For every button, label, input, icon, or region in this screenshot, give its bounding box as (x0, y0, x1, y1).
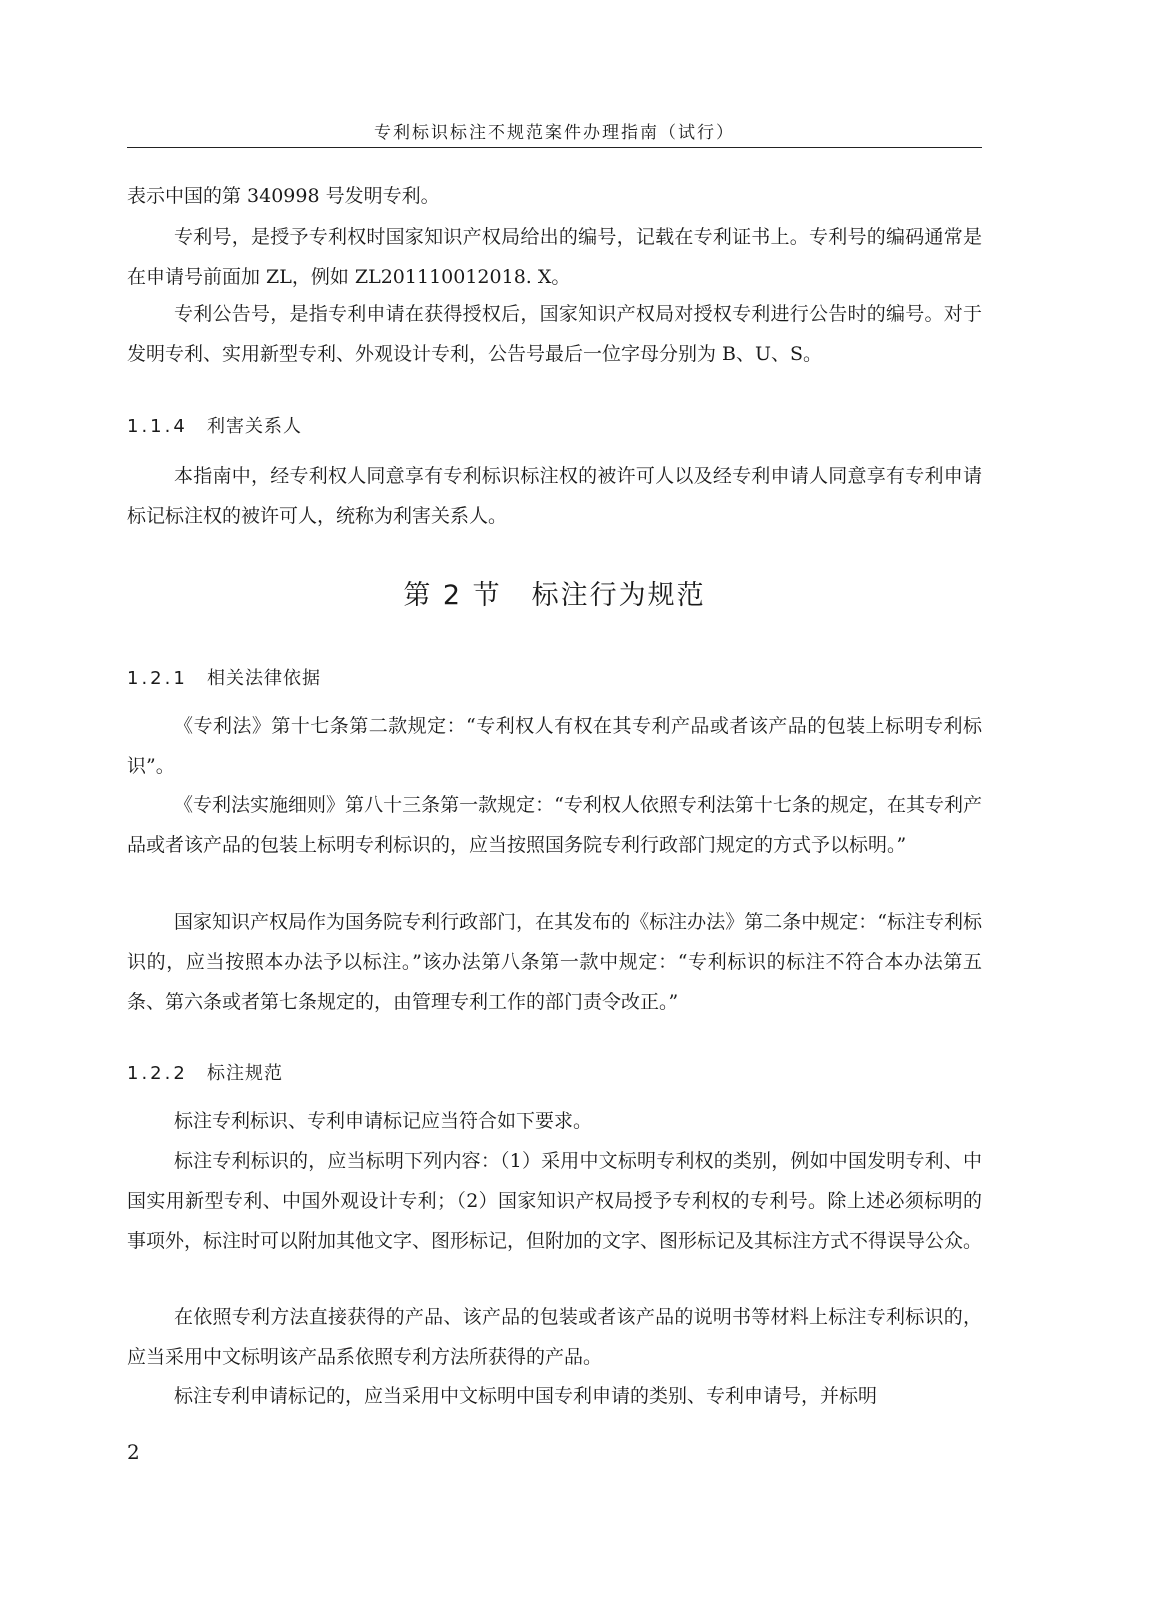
page-number: 2 (127, 1440, 140, 1464)
section-title: 标注行为规范 (531, 580, 706, 611)
paragraph: 本指南中，经专利权人同意享有专利标识标注权的被许可人以及经专利申请人同意享有专利申请标记标注权的被许可人，统称为利害关系人。 (127, 465, 982, 527)
paragraph: 在依照专利方法直接获得的产品、该产品的包装或者该产品的说明书等材料上标注专利标识的，应当采用中文标明该产品系依照专利方法所获得的产品。 (127, 1306, 982, 1368)
subsection-heading-1-2-2 (127, 1059, 283, 1085)
subsection-title: 利害关系人 (207, 416, 302, 437)
subsection-number: 1.2.1 (127, 668, 188, 689)
paragraph: 专利公告号，是指专利申请在获得授权后，国家知识产权局对授权专利进行公告时的编号。对于发明专利、实用新型专利、外观设计专利，公告号最后一位字母分别为 B、U、S。 (127, 303, 982, 365)
section-heading (127, 573, 982, 612)
paragraph: 专利号，是授予专利权时国家知识产权局给出的编号，记载在专利证书上。专利号的编码通常是在申请号前面加 ZL，例如 ZL201110012018. X。 (127, 226, 982, 288)
paragraph: 标注专利申请标记的，应当采用中文标明中国专利申请的类别、专利申请号，并标明 (174, 1385, 878, 1407)
subsection-number: 1.1.4 (127, 416, 188, 437)
header-rule (127, 147, 982, 148)
paragraph: 表示中国的第 340998 号发明专利。 (127, 185, 440, 207)
running-header: 专利标识标注不规范案件办理指南（试行） (374, 123, 735, 143)
subsection-number: 1.2.2 (127, 1063, 188, 1084)
paragraph: 国家知识产权局作为国务院专利行政部门，在其发布的《标注办法》第二条中规定：“标注专利标识的，应当按照本办法予以标注。”该办法第八条第一款中规定：“专利标识的标注不符合本办法第五条、第六条或者第七条规定的，由管理专利工作的部门责令改正。” (127, 911, 982, 1013)
paragraph: 《专利法实施细则》第八十三条第一款规定：“专利权人依照专利法第十七条的规定，在其专利产品或者该产品的包装上标明专利标识的，应当按照国务院专利行政部门规定的方式予以标明。” (127, 794, 982, 856)
subsection-title: 标注规范 (207, 1063, 283, 1084)
subsection-heading-1-2-1 (127, 664, 321, 690)
section-number: 第 2 节 (403, 580, 502, 611)
paragraph: 标注专利标识的，应当标明下列内容：（1）采用中文标明专利权的类别，例如中国发明专利、中国实用新型专利、中国外观设计专利；（2）国家知识产权局授予专利权的专利号。除上述必须标明的事项外，标注时可以附加其他文字、图形标记，但附加的文字、图形标记及其标注方式不得误导公众。 (127, 1150, 983, 1252)
paragraph: 标注专利标识、专利申请标记应当符合如下要求。 (174, 1110, 593, 1132)
subsection-heading-1-1-4 (127, 412, 302, 438)
subsection-title: 相关法律依据 (207, 668, 321, 689)
paragraph: 《专利法》第十七条第二款规定：“专利权人有权在其专利产品或者该产品的包装上标明专利标识”。 (127, 715, 982, 777)
